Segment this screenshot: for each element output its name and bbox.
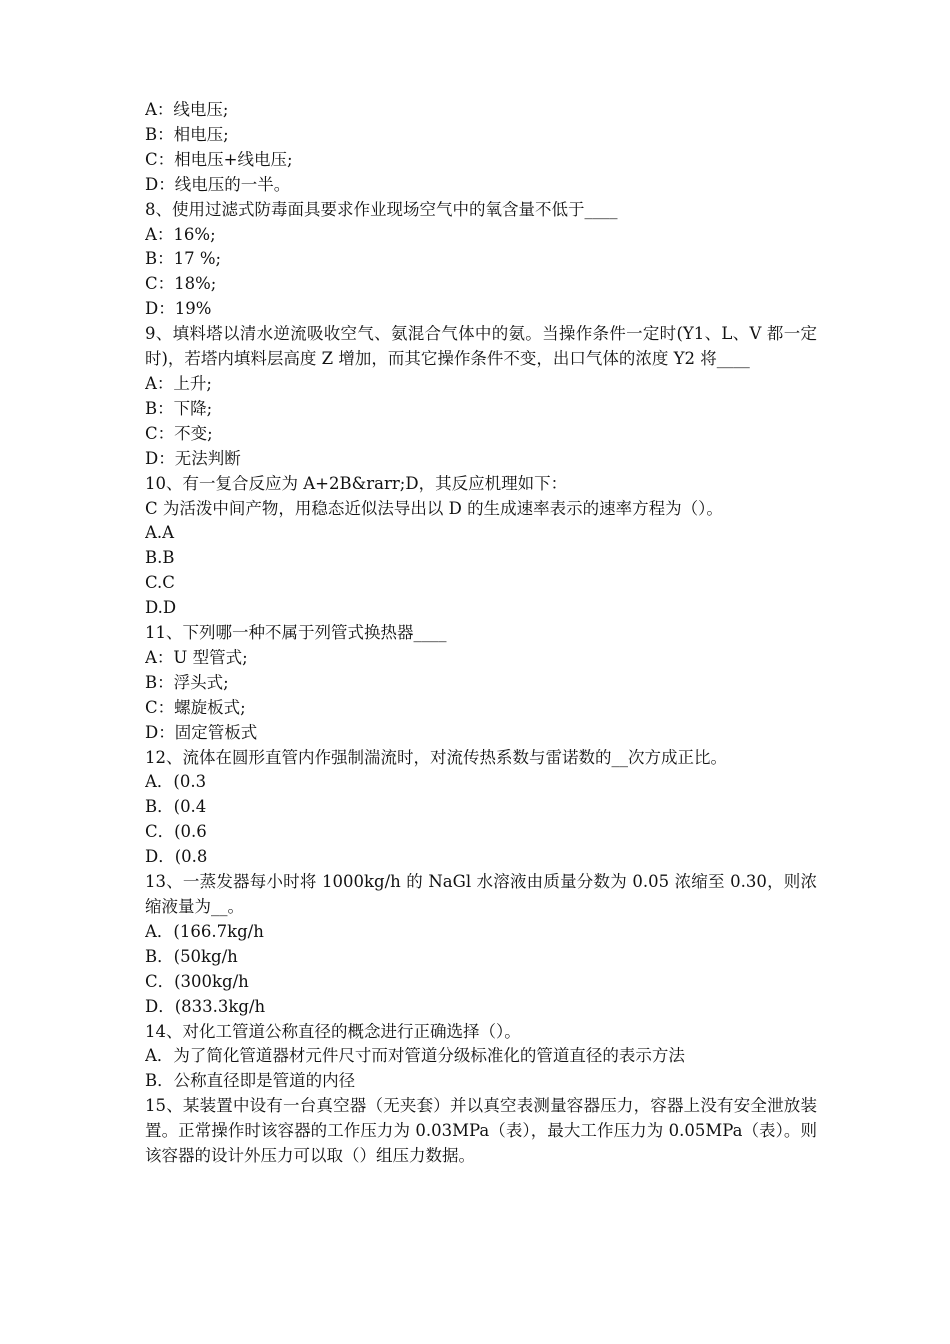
q12-option-d: D．(0.8	[145, 847, 208, 867]
question-8: 8、使用过滤式防毒面具要求作业现场空气中的氧含量不低于____	[145, 199, 618, 219]
question-11: 11、下列哪一种不属于列管式换热器____	[145, 623, 447, 643]
q7-option-c: C：相电压+线电压;	[145, 149, 293, 169]
question-14: 14、对化工管道公称直径的概念进行正确选择（）。	[145, 1021, 521, 1041]
q12-option-c: C．(0.6	[145, 822, 207, 842]
q13-option-c: C．(300kg/h	[145, 971, 249, 991]
question-10: 10、有一复合反应为 A+2B&rarr;D，其反应机理如下：	[145, 473, 568, 493]
q14-option-b: B．公称直径即是管道的内径	[145, 1071, 356, 1091]
q9-option-b: B：下降;	[145, 398, 213, 418]
q8-option-b: B：17 %;	[145, 249, 222, 269]
document-body	[145, 98, 817, 1169]
q10-option-c: C.C	[145, 573, 175, 593]
q12-option-b: B．(0.4	[145, 797, 207, 817]
q13-option-a: A．(166.7kg/h	[145, 921, 264, 941]
q8-option-c: C：18%;	[145, 274, 217, 294]
question-10-detail: C 为活泼中间产物，用稳态近似法导出以 D 的生成速率表示的速率方程为（）。	[145, 498, 723, 518]
q8-option-d: D：19%	[145, 299, 212, 319]
q10-option-a: A.A	[145, 523, 175, 543]
question-12: 12、流体在圆形直管内作强制湍流时，对流传热系数与雷诺数的__次方成正比。	[145, 747, 727, 767]
q10-option-d: D.D	[145, 598, 177, 618]
q11-option-c: C：螺旋板式;	[145, 697, 246, 717]
q9-option-a: A：上升;	[145, 373, 212, 393]
q9-option-c: C：不变;	[145, 423, 213, 443]
q13-option-d: D．(833.3kg/h	[145, 996, 266, 1016]
q13-option-b: B．(50kg/h	[145, 946, 238, 966]
q8-option-a: A：16%;	[145, 224, 216, 244]
q7-option-a: A：线电压;	[145, 100, 229, 119]
q11-option-d: D：固定管板式	[145, 722, 258, 742]
q10-option-b: B.B	[145, 548, 175, 568]
q9-option-d: D：无法判断	[145, 448, 241, 468]
q7-option-b: B：相电压;	[145, 124, 229, 144]
question-9: 9、填料塔以清水逆流吸收空气、氨混合气体中的氨。当操作条件一定时(Y1、L、V 都一定时)，若塔内填料层高度 Z 增加，而其它操作条件不变，出口气体的浓度 Y2 将____	[145, 324, 817, 369]
q11-option-a: A：U 型管式;	[145, 647, 248, 667]
q14-option-a: A．为了简化管道器材元件尺寸而对管道分级标准化的管道直径的表示方法	[145, 1046, 685, 1066]
q7-option-d: D：线电压的一半。	[145, 174, 291, 194]
question-15: 15、某装置中设有一台真空器（无夹套）并以真空表测量容器压力，容器上没有安全泄放装置。正常操作时该容器的工作压力为 0.03MPa（表），最大工作压力为 0.05MPa（表）。则该容器的设计外压力可以取（）组压力数据。	[145, 1096, 817, 1166]
question-13: 13、一蒸发器每小时将 1000kg/h 的 NaGl 水溶液由质量分数为 0.05 浓缩至 0.30，则浓缩液量为__。	[145, 872, 817, 916]
q11-option-b: B：浮头式;	[145, 672, 229, 692]
q12-option-a: A．(0.3	[145, 772, 207, 792]
